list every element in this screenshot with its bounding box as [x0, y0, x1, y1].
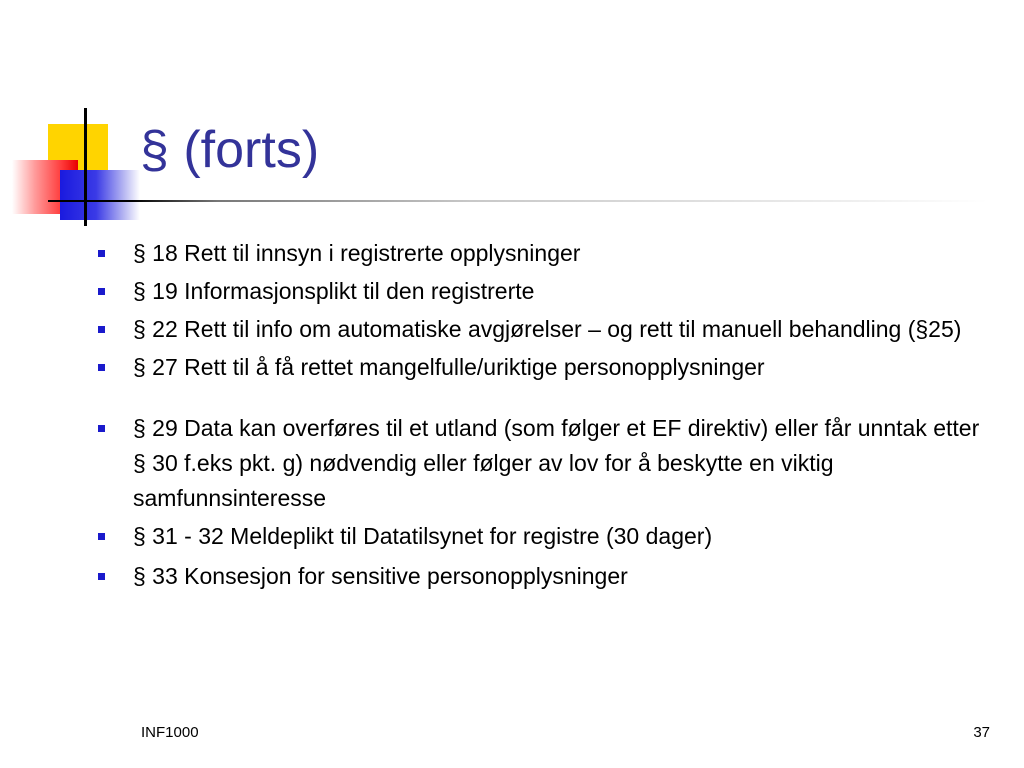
bullet-item — [96, 312, 996, 347]
title-underline — [48, 200, 988, 202]
square-bullet-icon — [98, 288, 105, 295]
square-bullet-icon — [98, 326, 105, 333]
bullet-text: § 29 Data kan overføres til et utland (som følger et EF direktiv) eller får unntak etter § 30 f.eks pkt. g) nødvendig eller følger av lov for å beskytte en viktig samfunnsinteresse — [133, 415, 980, 511]
bullet-text: § 27 Rett til å få rettet mangelfulle/uriktige personopplysninger — [133, 354, 765, 380]
square-bullet-icon — [98, 364, 105, 371]
square-bullet-icon — [98, 533, 105, 540]
bullet-item — [96, 350, 996, 385]
bullet-item — [96, 559, 996, 594]
bullet-text: § 33 Konsesjon for sensitive personopplysninger — [133, 563, 628, 589]
slide-title: § (forts) — [140, 121, 320, 179]
bullet-item — [96, 274, 996, 309]
bullet-item — [96, 519, 996, 554]
bullet-item — [96, 411, 996, 516]
square-bullet-icon — [98, 425, 105, 432]
bullet-item — [96, 236, 996, 271]
vertical-rule — [84, 108, 87, 226]
blue-square — [60, 170, 140, 220]
bullet-text: § 18 Rett til innsyn i registrerte opplysninger — [133, 240, 581, 266]
square-bullet-icon — [98, 250, 105, 257]
bullet-text: § 19 Informasjonsplikt til den registrerte — [133, 278, 535, 304]
bullet-text: § 22 Rett til info om automatiske avgjørelser – og rett til manuell behandling (§25) — [133, 316, 962, 342]
footer-course-label: INF1000 — [141, 724, 199, 741]
bullet-list — [96, 236, 996, 597]
square-bullet-icon — [98, 573, 105, 580]
page-number: 37 — [973, 724, 990, 741]
bullet-text: § 31 - 32 Meldeplikt til Datatilsynet for registre (30 dager) — [133, 523, 713, 549]
